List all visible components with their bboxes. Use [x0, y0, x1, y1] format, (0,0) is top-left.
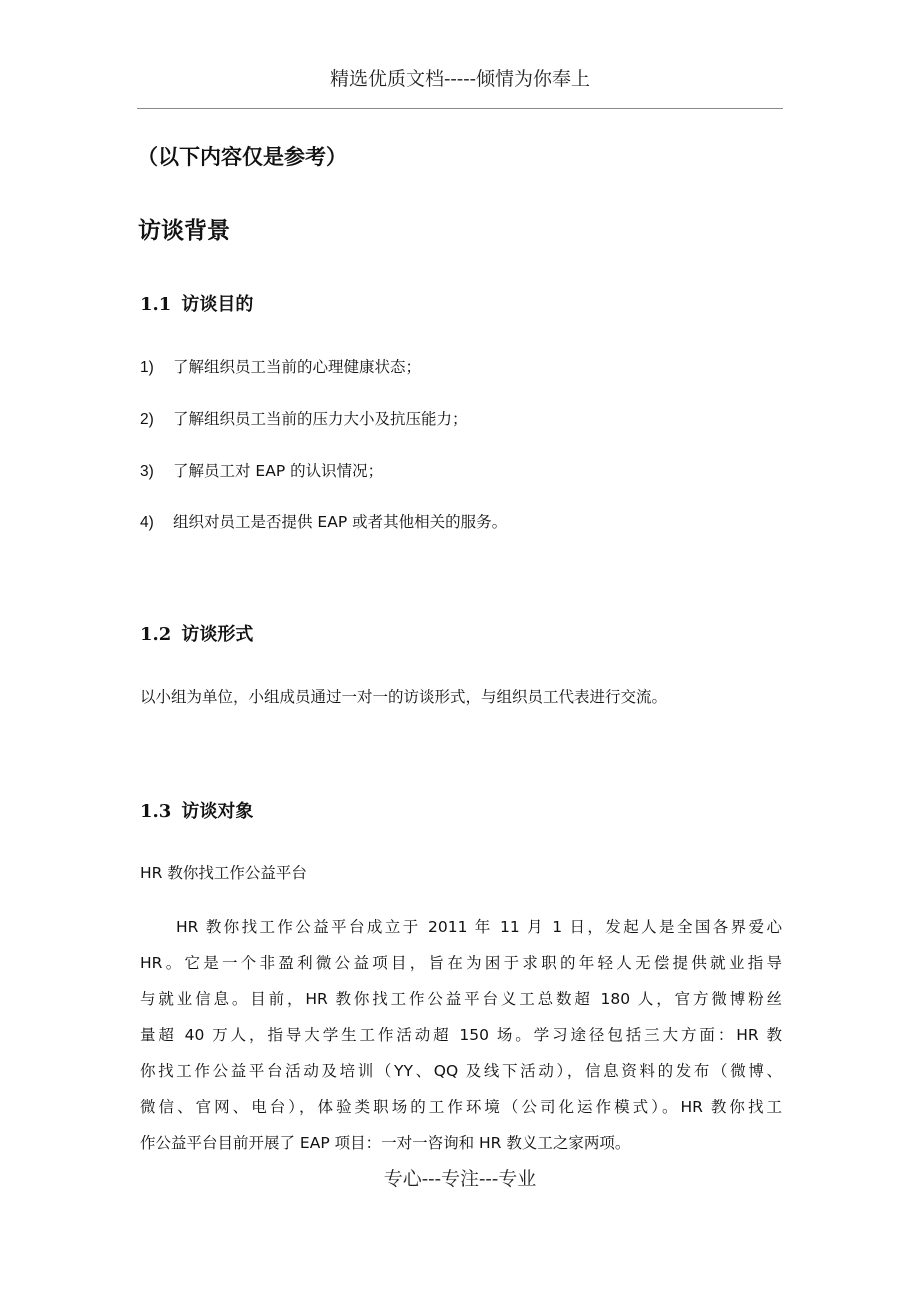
list-item-text: 组织对员工是否提供 EAP 或者其他相关的服务。	[173, 513, 508, 531]
paragraph-line: HR 教你找工作公益平台成立于 2011 年 11 月 1 日，发起人是全国各界爱心	[176, 918, 782, 936]
heading-number: 1.3	[140, 801, 172, 822]
organization-description	[140, 909, 782, 1161]
organization-name: HR 教你找工作公益平台	[140, 864, 307, 882]
heading-label: 访谈目的	[181, 294, 254, 315]
paragraph-line: 微信、官网、电台），体验类职场的工作环境（公司化运作模式）。HR 教你找工	[140, 1098, 782, 1116]
footer-text: 专心---专注---专业	[383, 1168, 537, 1190]
section-title: 访谈背景	[138, 218, 230, 244]
paragraph-line: 与就业信息。目前，HR 教你找工作公益平台义工总数超 180 人，官方微博粉丝	[140, 990, 782, 1008]
heading-number: 1.1	[140, 294, 172, 315]
list-item-number: 3)	[140, 463, 154, 480]
paragraph-line: 量超 40 万人，指导大学生工作活动超 150 场。学习途径包括三大方面：HR 教	[140, 1026, 782, 1044]
header-text: 精选优质文档-----倾情为你奉上	[329, 68, 591, 90]
list-item-text: 了解组织员工当前的心理健康状态；	[173, 358, 422, 376]
page-footer	[0, 1164, 920, 1194]
list-item-number: 2)	[140, 411, 154, 428]
list-item	[140, 458, 383, 485]
list-item	[140, 406, 468, 433]
heading-label: 访谈形式	[181, 624, 254, 645]
list-item	[140, 509, 507, 536]
heading-label: 访谈对象	[181, 801, 254, 822]
heading-interview-form	[140, 620, 253, 650]
list-item	[140, 354, 421, 381]
interview-form-text: 以小组为单位，小组成员通过一对一的访谈形式，与组织员工代表进行交流。	[140, 688, 668, 706]
paragraph-line: HR。它是一个非盈利微公益项目，旨在为困于求职的年轻人无偿提供就业指导	[140, 954, 782, 972]
reference-note: （以下内容仅是参考）	[137, 145, 347, 169]
paragraph-line: 你找工作公益平台活动及培训（YY、QQ 及线下活动），信息资料的发布（微博、	[140, 1062, 782, 1080]
list-item-text: 了解员工对 EAP 的认识情况；	[173, 462, 384, 480]
list-item-text: 了解组织员工当前的压力大小及抗压能力；	[173, 410, 468, 428]
list-item-number: 1)	[140, 359, 154, 376]
page-header	[137, 64, 783, 109]
heading-number: 1.2	[140, 624, 172, 645]
heading-interview-purpose	[140, 290, 253, 320]
list-item-number: 4)	[140, 514, 154, 531]
heading-interview-target	[140, 797, 253, 827]
paragraph-line: 作公益平台目前开展了 EAP 项目：一对一咨询和 HR 教义工之家两项。	[140, 1134, 631, 1152]
